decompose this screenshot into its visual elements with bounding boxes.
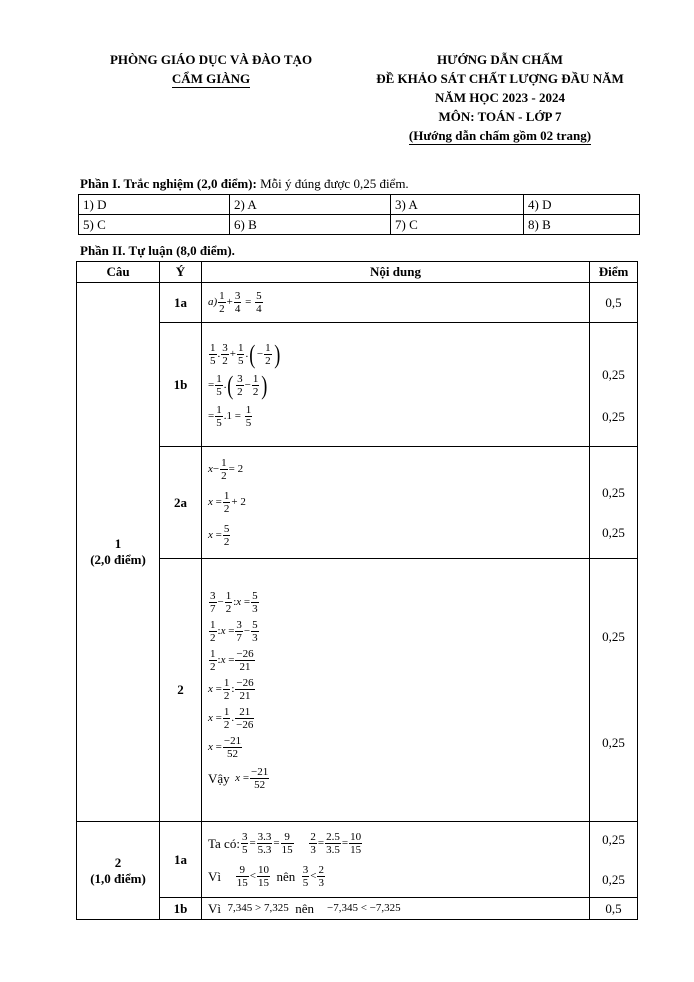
vi-word: Vì xyxy=(208,868,221,884)
math-line: $\frac{1}{2}$ : x = $\frac{-26}{21}$ xyxy=(210,647,254,673)
vi-word: Vì xyxy=(208,900,221,916)
math-line: x = $\frac{-21}{52}$ xyxy=(208,734,242,760)
answer-cell: 3) A xyxy=(391,195,524,215)
item-label: 1a xyxy=(160,283,202,323)
table-row xyxy=(77,283,638,323)
points-cell: 0,5 xyxy=(590,898,638,920)
part2-title: Phần II. Tự luận (8,0 điểm). xyxy=(80,243,235,258)
answer-cell: 4) D xyxy=(524,195,640,215)
points-value: 0,25 xyxy=(602,484,625,500)
math-line: x = $\frac{1}{2}$ . $\frac{21}{-26}$ xyxy=(208,705,254,731)
part1-title: Phần I. Trắc nghiệm (2,0 điểm): xyxy=(80,176,257,191)
table-header-row xyxy=(77,262,638,283)
math-line: = $\frac{1}{5}$ .1 = $\frac{1}{5}$ xyxy=(208,404,252,429)
points-cell: 0,5 xyxy=(590,283,638,323)
math-line: Vì $\frac{9}{15}$ < $\frac{10}{15}$ nên $\frac{3}{5}$ < $\frac{2}{3}$ xyxy=(208,863,324,889)
points-value: 0,25 xyxy=(602,735,625,750)
question-2-points: (1,0 điểm) xyxy=(90,870,146,886)
item-label: 2 xyxy=(160,559,202,822)
points-value: 0,25 xyxy=(602,831,625,847)
solution-content xyxy=(202,447,590,559)
col-header-cau: Câu xyxy=(77,262,160,283)
part1-heading xyxy=(80,176,409,192)
answer-cell: 8) B xyxy=(524,215,640,235)
question-1-points: (2,0 điểm) xyxy=(90,552,146,567)
question-2-cell xyxy=(77,822,160,920)
points-cell xyxy=(590,323,638,447)
multiple-choice-table xyxy=(78,194,640,235)
school-year: NĂM HỌC 2023 - 2024 xyxy=(435,90,565,105)
points-value: 0,25 xyxy=(602,366,625,382)
answer-cell: 1) D xyxy=(79,195,230,215)
solution-content xyxy=(202,559,590,822)
comparison-b: −7,345 < −7,325 xyxy=(327,902,401,914)
item-label: 1a xyxy=(160,822,202,898)
doc-subtitle: ĐỀ KHẢO SÁT CHẤT LƯỢNG ĐẦU NĂM xyxy=(376,71,624,86)
math-line: x = $\frac{5}{2}$ xyxy=(208,523,230,548)
col-header-diem: Điểm xyxy=(590,262,638,283)
math-line: $\frac{1}{2}$ : x = $\frac{3}{7}$ − $\frac{5}{3}$ xyxy=(210,618,258,644)
math-line: x = $\frac{1}{2}$ : $\frac{-26}{21}$ xyxy=(208,676,254,702)
ta-co-word: Ta có: xyxy=(208,835,240,851)
math-line: Vậy x = $\frac{-21}{52}$ xyxy=(208,765,269,791)
table-row xyxy=(77,323,638,447)
question-1-cell xyxy=(77,283,160,822)
col-header-noi-dung: Nội dung xyxy=(202,262,590,283)
points-value: 0,25 xyxy=(602,871,625,887)
essay-table xyxy=(76,261,638,920)
math-line: x − $\frac{1}{2}$ = 2 xyxy=(208,457,244,482)
subject: MÔN: TOÁN - LỚP 7 xyxy=(438,109,562,124)
table-row xyxy=(77,822,638,898)
table-row xyxy=(77,559,638,822)
math-line: Ta có: $\frac{3}{5}$ = $\frac{3.3}{5.3}$ = $\frac{9}{15}$ $\frac{2}{3}$ = $\frac{2.5}{3.5}$ = $\frac{10}{15}$ xyxy=(208,830,362,856)
solution-content xyxy=(202,822,590,898)
item-label: 1b xyxy=(160,898,202,920)
page-count-note: (Hướng dẫn chấm gồm 02 trang) xyxy=(408,128,592,143)
points-cell xyxy=(590,447,638,559)
math-line: a) $\frac{1}{2}$ + $\frac{3}{4}$ = $\frac{5}{4}$ xyxy=(208,290,262,315)
solution-content xyxy=(202,283,590,323)
question-2-label: 2 xyxy=(114,854,122,870)
comparison-a: 7,345 > 7,325 xyxy=(227,902,289,914)
points-value: 0,25 xyxy=(602,408,625,424)
points-cell xyxy=(590,559,638,822)
item-label: 1b xyxy=(160,323,202,447)
math-line: = $\frac{1}{5}$ . ( $\frac{3}{2}$ − $\frac{1}{2}$ ) xyxy=(208,370,268,400)
conclusion-word: Vậy xyxy=(208,770,230,786)
answer-cell: 7) C xyxy=(391,215,524,235)
nen-word: nên xyxy=(295,900,314,916)
math-line: $\frac{3}{7}$ − $\frac{1}{2}$ : x = $\frac{5}{3}$ xyxy=(210,589,258,615)
math-line xyxy=(208,901,589,917)
math-line: $\frac{1}{5}$ . $\frac{3}{2}$ + $\frac{1}{5}$ . ( − $\frac{1}{2}$ ) xyxy=(210,339,280,369)
department-name: PHÒNG GIÁO DỤC VÀ ĐÀO TẠO xyxy=(109,52,313,67)
points-cell xyxy=(590,822,638,898)
solution-content xyxy=(202,898,590,920)
district-name: CẨM GIÀNG xyxy=(171,71,251,86)
answer-cell: 6) B xyxy=(230,215,391,235)
col-header-y: Ý xyxy=(160,262,202,283)
header-left xyxy=(80,50,342,88)
header-right xyxy=(345,50,655,145)
question-1-label: 1 xyxy=(114,536,122,551)
answer-cell: 5) C xyxy=(79,215,230,235)
table-row xyxy=(77,898,638,920)
item-label: 2a xyxy=(160,447,202,559)
math-line: x = $\frac{1}{2}$ + 2 xyxy=(208,490,246,515)
points-value: 0,25 xyxy=(602,524,625,540)
nen-word: nên xyxy=(276,868,296,884)
points-value: 0,25 xyxy=(602,629,625,644)
table-row xyxy=(77,447,638,559)
table-row xyxy=(79,215,640,235)
solution-content xyxy=(202,323,590,447)
part1-note: Mỗi ý đúng được 0,25 điểm. xyxy=(256,176,409,191)
answer-cell: 2) A xyxy=(230,195,391,215)
doc-title: HƯỚNG DẪN CHẤM xyxy=(437,52,563,67)
table-row xyxy=(79,195,640,215)
